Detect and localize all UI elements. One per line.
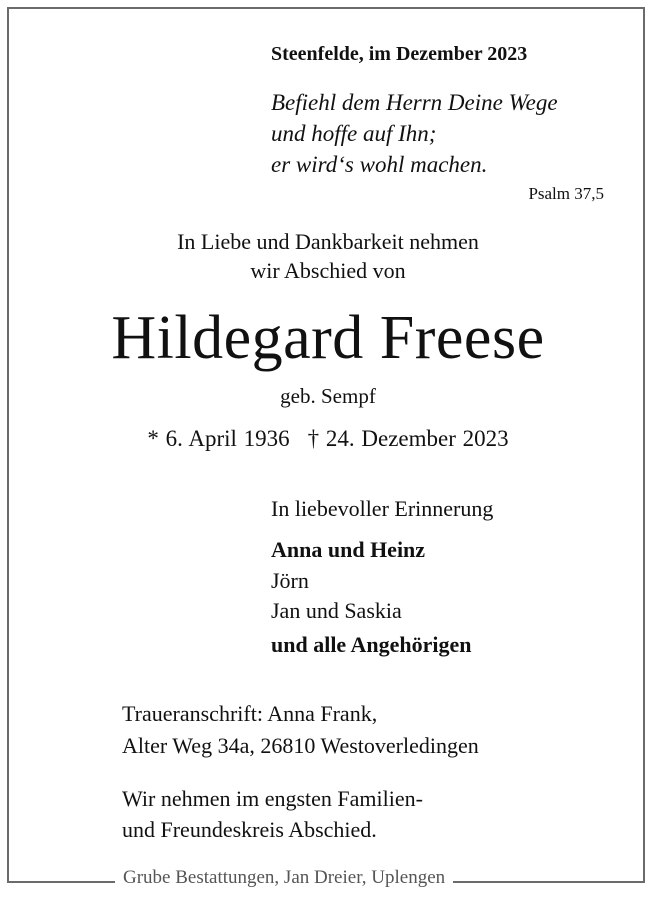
mourners-heading: In liebevoller Erinnerung	[271, 496, 494, 521]
undertaker-credit: Grube Bestattungen, Jan Dreier, Uplengen	[115, 867, 453, 889]
birth-name: geb. Sempf	[280, 384, 376, 408]
death-date: † 24. Dezember 2023	[307, 426, 509, 451]
note-line: und Freundeskreis Abschied.	[122, 817, 377, 842]
address-line: Alter Weg 34a, 26810 Westoverledingen	[122, 733, 479, 758]
birth-date: * 6. April 1936	[147, 426, 290, 451]
mourner-name: Jan und Saskia	[271, 598, 402, 623]
life-dates	[0, 426, 656, 452]
mourner-name: Jörn	[271, 568, 309, 593]
note-line: Wir nehmen im engsten Familien-	[122, 786, 423, 811]
mourner-name: und alle Angehörigen	[271, 632, 472, 657]
verse-reference: Psalm 37,5	[528, 184, 604, 203]
mourner-name: Anna und Heinz	[271, 537, 426, 562]
verse-line: er wird‘s wohl machen.	[271, 152, 488, 177]
address-line: Traueranschrift: Anna Frank,	[122, 701, 378, 726]
verse-line: und hoffe auf Ihn;	[271, 121, 437, 146]
verse-line: Befiehl dem Herrn Deine Wege	[271, 90, 558, 115]
intro-line: wir Abschied von	[250, 258, 406, 283]
intro-line: In Liebe und Dankbarkeit nehmen	[177, 229, 479, 254]
place-date: Steenfelde, im Dezember 2023	[271, 43, 528, 65]
deceased-name: Hildegard Freese	[111, 304, 545, 372]
